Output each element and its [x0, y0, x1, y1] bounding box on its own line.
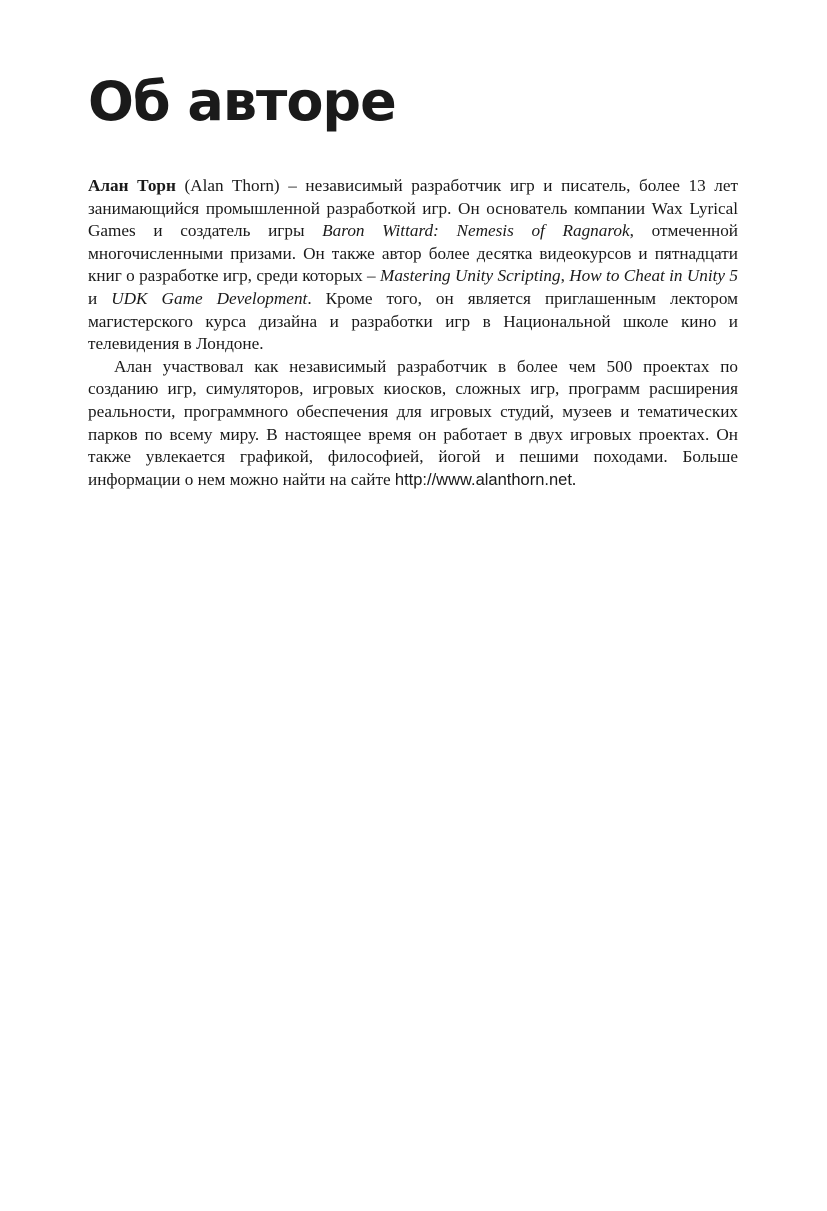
bio-paragraph-1	[88, 175, 738, 356]
website-link[interactable]: http://www.alanthorn.net	[394, 470, 572, 489]
bio-paragraph-2	[88, 356, 738, 492]
book-title: Mastering Unity Scripting	[380, 266, 561, 286]
bio-text: , отмеченной многочисленными призами. Он также автор более десятка видеокурсов и пятнадцати книг о разработке игр, среди которых –	[88, 221, 739, 286]
book-title: UDK Game Development	[111, 288, 308, 308]
bio-text: (Alan Thorn) – независимый разработчик игр и писатель, более 13 лет занимающийся промышленной разработкой игр. Он основатель компании Wax Lyrical Games и создатель игры	[88, 176, 738, 241]
author-name: Алан Торн	[88, 176, 176, 195]
bio-text: Алан участвовал как независимый разработчик в более чем 500 проектах по созданию игр, симуляторов, игровых киосков, сложных игр, программ расширения реальности, программного обеспечения для игровых студий, музеев и тематических парков по всему миру. В настоящее время он работает в двух игровых проектах. Он также увлекается графикой, философией, йогой и пешими походами. Больше информации о нем можно найти на сайте	[88, 356, 738, 489]
separator: ,	[560, 266, 570, 286]
bio-text: . Кроме того, он является приглашенным лектором магистерского курса дизайна и разработки игр в Национальной школе кино и телевидения в Лондоне.	[88, 288, 738, 354]
bio-text: .	[571, 469, 577, 489]
separator: и	[88, 288, 112, 308]
page-title: Об авторе	[88, 70, 396, 133]
game-title: Baron Wittard: Nemesis of Ragnarok	[322, 221, 630, 241]
author-bio	[88, 175, 738, 491]
book-title: How to Cheat in Unity 5	[569, 266, 739, 286]
